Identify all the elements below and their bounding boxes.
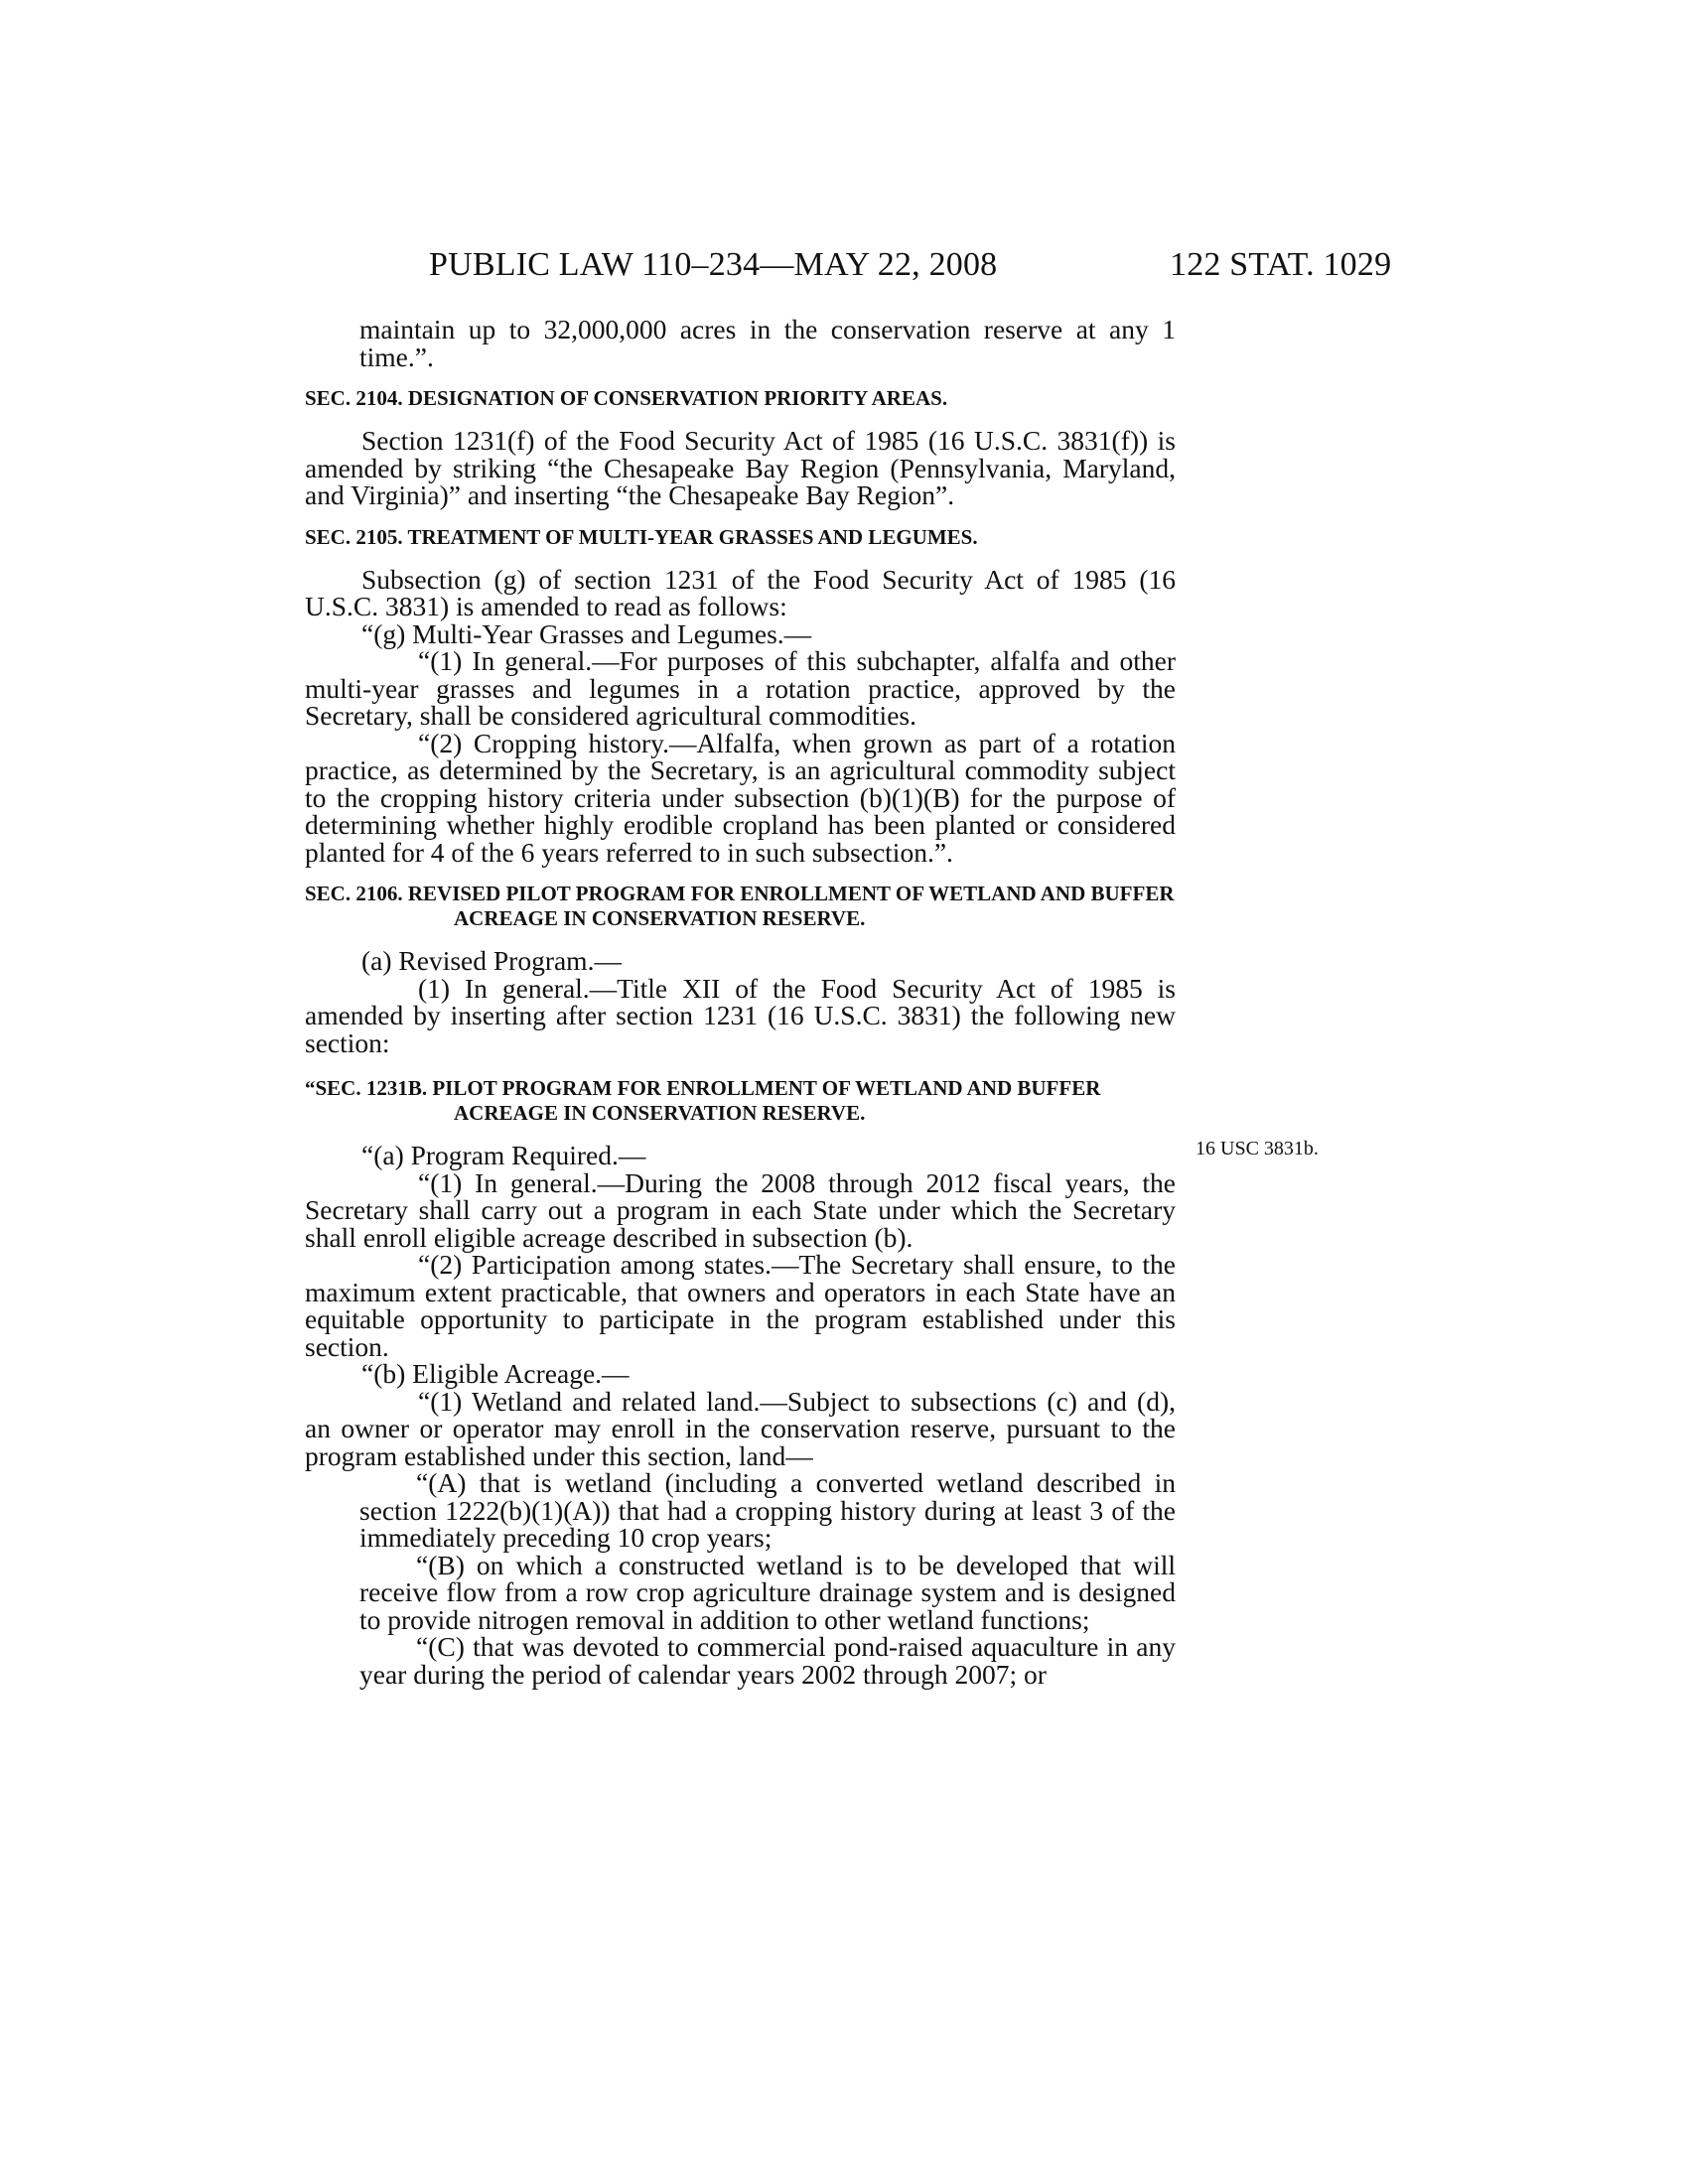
- paragraph-pa1: “(1) In general.—During the 2008 through 2012 fiscal years, the Secretary shall carry out a program in each State under which the Secretary shall enroll eligible acreage described in subsection (b).: [305, 1166, 1176, 1253]
- paragraph-a1: (1) In general.—Title XII of the Food Security Act of 1985 is amended by inserting after section 1231 (16 U.S.C. 3831) the following new section:: [305, 972, 1176, 1058]
- clause-B: “(B) on which a constructed wetland is to be developed that will receive flow from a row crop agriculture drainage system and is designed to provide nitrogen removal in addition to other wetland functions;: [359, 1549, 1176, 1635]
- section-heading-2104: SEC. 2104. DESIGNATION OF CONSERVATION PRIORITY AREAS.: [305, 386, 948, 410]
- subsection-g1: “(1) In general.—For purposes of this subchapter, alfalfa and other multi-year grasses and legumes in a rotation practice, approved by the Secretary, shall be considered agricultural commodities.: [305, 645, 1176, 731]
- section-heading-2105: SEC. 2105. TREATMENT OF MULTI-YEAR GRASSES AND LEGUMES.: [305, 524, 978, 549]
- subsection-g2: “(2) Cropping history.—Alfalfa, when grown as part of a rotation practice, as determined by the Secretary, is an agricultural commodity subject to the cropping history criteria under subsection (b)(1)(B) for the purpose of determining whether highly erodible cropland has been planted or considered planted for 4 of the 6 years referred to in such subsection.”.: [305, 727, 1176, 868]
- subsection-a-program-required: “(a) Program Required.—: [361, 1140, 646, 1170]
- section-heading-2106: SEC. 2106. REVISED PILOT PROGRAM FOR ENROLLMENT OF WETLAND AND BUFFER ACREAGE IN CONSERVATION RESERVE.: [305, 882, 1175, 930]
- paragraph-pb1: “(1) Wetland and related land.—Subject to subsections (c) and (d), an owner or operator may enroll in the conservation reserve, pursuant to the program established under this section, land—: [305, 1385, 1176, 1471]
- section-2104-text: Section 1231(f) of the Food Security Act of 1985 (16 U.S.C. 3831(f)) is amended by striking “the Chesapeake Bay Region (Pennsylvania, Maryland, and Virginia)” and inserting “the Chesapeake Bay Region”.: [305, 425, 1176, 510]
- running-header-stat-page: 122 STAT. 1029: [1170, 246, 1392, 283]
- clause-C: “(C) that was devoted to commercial pond-raised aquaculture in any year during the period of calendar years 2002 through 2007; or: [359, 1631, 1176, 1690]
- subsection-b-eligible-acreage: “(b) Eligible Acreage.—: [361, 1358, 630, 1389]
- subsection-g-heading: “(g) Multi-Year Grasses and Legumes.—: [361, 617, 812, 649]
- clause-A: “(A) that is wetland (including a converted wetland described in section 1222(b)(1)(A)) that had a cropping history during at least 3 of the immediately preceding 10 crop years;: [359, 1467, 1176, 1553]
- continuation-paragraph: maintain up to 32,000,000 acres in the conservation reserve at any 1 time.”.: [359, 314, 1176, 372]
- section-heading-1231b: “SEC. 1231B. PILOT PROGRAM FOR ENROLLMENT OF WETLAND AND BUFFER ACREAGE IN CONSERVATION RESERVE.: [305, 1076, 1101, 1125]
- page-body: [305, 316, 1176, 1688]
- section-2105-text: Subsection (g) of section 1231 of the Food Security Act of 1985 (16 U.S.C. 3831) is amended to read as follows:: [305, 563, 1176, 621]
- running-header-title: PUBLIC LAW 110–234—MAY 22, 2008: [429, 246, 998, 283]
- paragraph-pa2: “(2) Participation among states.—The Secretary shall ensure, to the maximum extent practicable, that owners and operators in each State have an equitable opportunity to participate in the program established under this section.: [305, 1249, 1176, 1362]
- margin-note-usc: 16 USC 3831b.: [1196, 1138, 1319, 1160]
- subsection-a-revised-program: (a) Revised Program.—: [361, 945, 622, 976]
